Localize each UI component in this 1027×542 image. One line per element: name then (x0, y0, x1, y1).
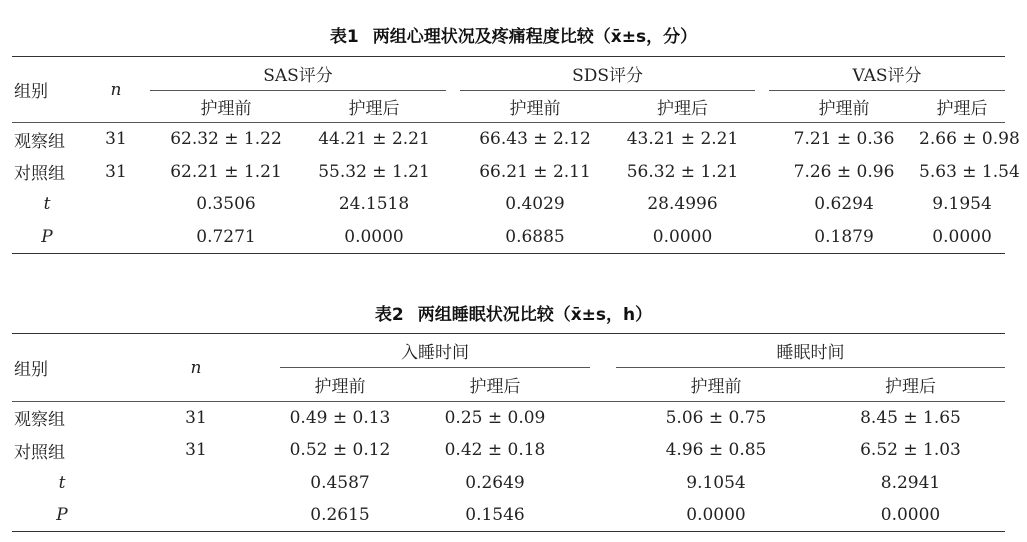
row-label: t (43, 194, 51, 214)
table1-label: 表1 (329, 27, 359, 47)
row-n (82, 188, 150, 221)
table-cell: 0.6885 (460, 221, 610, 254)
table-cell: 6.52 ± 1.03 (860, 440, 961, 460)
table-cell: 0.2649 (465, 472, 525, 493)
row-label: P (12, 221, 82, 254)
table1-sub-after: 护理后 (302, 91, 446, 123)
table-cell: 0.6294 (814, 194, 874, 214)
row-label: 对照组 (14, 442, 65, 463)
table-row (12, 402, 1005, 434)
table1-header-vas: VAS评分 (769, 57, 1005, 91)
row-n (82, 221, 150, 254)
table1-header-sds: SDS评分 (460, 57, 755, 91)
table-cell: 0.0000 (610, 221, 755, 254)
table-cell: 62.32 ± 1.22 (170, 129, 282, 150)
table1-sub-before: 护理前 (769, 91, 919, 123)
table2-caption (0, 300, 1027, 325)
table2-sub-after: 护理后 (400, 368, 590, 402)
table-cell: 0.49 ± 0.13 (289, 407, 391, 428)
table-row (12, 123, 1005, 156)
table-cell: 7.26 ± 0.96 (793, 161, 895, 182)
table-row (12, 221, 1005, 254)
table-cell: 0.0000 (302, 221, 446, 254)
table1-header-n: n (82, 57, 150, 123)
table2-header-n: n (112, 334, 280, 402)
row-label: P (12, 499, 112, 532)
row-n: 31 (105, 161, 127, 182)
table-cell: 66.21 ± 2.11 (479, 161, 591, 182)
table-cell: 0.0000 (616, 499, 816, 532)
table-cell: 9.1954 (932, 194, 992, 214)
row-label: t (58, 472, 66, 493)
table-row (12, 156, 1005, 188)
table-cell: 7.21 ± 0.36 (793, 129, 895, 150)
table-cell: 28.4996 (647, 194, 718, 214)
table-cell: 44.21 ± 2.21 (318, 129, 430, 150)
table-cell: 9.1054 (686, 472, 746, 493)
table2-header-sleep-onset: 入睡时间 (280, 334, 590, 368)
table-cell: 0.25 ± 0.09 (444, 407, 546, 428)
table-cell: 4.96 ± 0.85 (665, 440, 767, 460)
table2-label: 表2 (374, 305, 404, 325)
table1-sub-before: 护理前 (460, 91, 610, 123)
table1-caption (0, 22, 1027, 47)
table-cell: 0.2615 (280, 499, 400, 532)
table-cell: 0.0000 (816, 499, 1005, 532)
table-row (12, 499, 1005, 532)
row-n (112, 499, 280, 532)
table-cell: 24.1518 (338, 194, 410, 214)
table2-title: 两组睡眠状况比较（x̄±s，h） (417, 305, 653, 325)
table1-sub-after: 护理后 (610, 91, 755, 123)
table-cell: 0.0000 (919, 221, 1005, 254)
table2-header-sleep-duration: 睡眠时间 (616, 334, 1005, 368)
table1-sub-after: 护理后 (919, 91, 1005, 123)
table2-header-group: 组别 (12, 334, 112, 402)
table-cell: 62.21 ± 1.21 (170, 161, 282, 182)
table-cell: 0.52 ± 0.12 (289, 440, 391, 460)
table-cell: 0.1546 (400, 499, 590, 532)
row-n (112, 467, 280, 499)
table1-header-sas: SAS评分 (150, 57, 446, 91)
table-cell: 0.3506 (196, 194, 256, 214)
table-cell: 66.43 ± 2.12 (479, 129, 591, 150)
table2-sub-after: 护理后 (816, 368, 1005, 402)
table-cell: 8.45 ± 1.65 (860, 407, 961, 428)
table2 (12, 333, 1005, 532)
table-row (12, 467, 1005, 499)
table-row (12, 188, 1005, 221)
table1-header-group: 组别 (12, 57, 82, 123)
row-n: 31 (185, 440, 207, 460)
table-cell: 0.42 ± 0.18 (444, 440, 546, 460)
row-label: 对照组 (14, 164, 65, 184)
table2-sub-before: 护理前 (280, 368, 400, 402)
table-cell: 0.7271 (150, 221, 302, 254)
table-cell: 5.06 ± 0.75 (665, 407, 767, 428)
row-n: 31 (105, 129, 127, 150)
row-label: 观察组 (14, 131, 65, 152)
table-row (12, 434, 1005, 467)
table2-sub-before: 护理前 (616, 368, 816, 402)
table-cell: 5.63 ± 1.54 (919, 161, 1020, 182)
table1 (12, 56, 1020, 254)
table1-title: 两组心理状况及疼痛程度比较（x̄±s，分） (372, 27, 698, 47)
table-cell: 0.1879 (769, 221, 919, 254)
table1-sub-before: 护理前 (150, 91, 302, 123)
table-cell: 8.2941 (880, 472, 941, 493)
table-cell: 56.32 ± 1.21 (626, 161, 739, 182)
table-cell: 0.4029 (505, 194, 565, 214)
row-n: 31 (185, 407, 207, 428)
table-cell: 43.21 ± 2.21 (626, 129, 739, 150)
table-cell: 2.66 ± 0.98 (919, 129, 1020, 150)
table-cell: 55.32 ± 1.21 (318, 161, 430, 182)
table-cell: 0.4587 (310, 472, 370, 493)
row-label: 观察组 (14, 410, 65, 431)
